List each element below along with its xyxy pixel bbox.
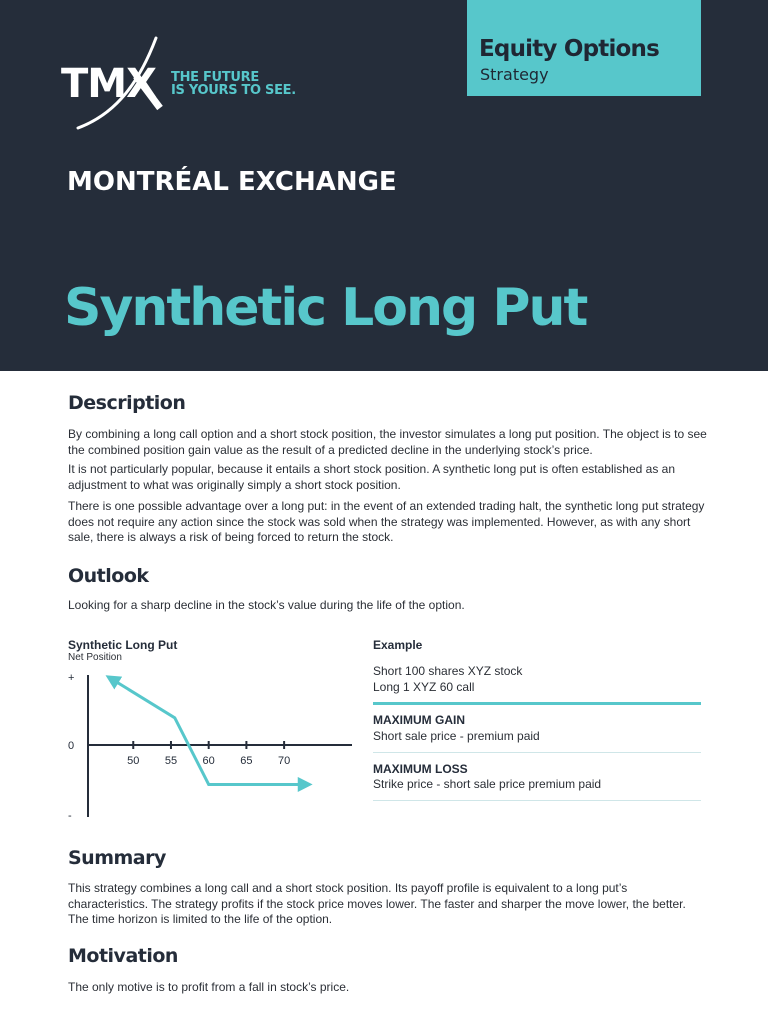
tmx-logo: TMX [61, 61, 156, 107]
x-tick-label: 50 [127, 755, 140, 767]
chart-title: Synthetic Long Put [68, 638, 178, 652]
max-loss-label: MAXIMUM LOSS [373, 762, 468, 776]
tagline-line-1: THE FUTURE [171, 70, 259, 85]
logo-tagline [171, 71, 296, 97]
max-gain-label: MAXIMUM GAIN [373, 713, 465, 727]
description-paragraph-3: There is one possible advantage over a long put: in the event of an extended trading halt, the synthetic long put strategy does not require any action since the stock was sold when the strategy was implemented. However, as with any short sale, there is always a risk of being forced to return the stock. [68, 499, 705, 544]
x-tick-label: 55 [164, 755, 178, 767]
motivation-paragraph: The only motive is to profit from a fall in stock’s price. [68, 980, 350, 994]
example-line-2: Long 1 XYZ 60 call [373, 680, 475, 694]
payoff-line [111, 678, 307, 784]
description-paragraph-1: By combining a long call option and a short stock position, the investor simulates a long put position. The object is to see the combined position gain value as the result of a predicted decline in the underlying stock’s price. [68, 427, 707, 457]
payoff-chart [60, 665, 360, 825]
outlook-paragraph: Looking for a sharp decline in the stock’s value during the life of the option. [68, 598, 465, 612]
motivation-heading: Motivation [68, 945, 178, 967]
example-label: Example [373, 638, 423, 652]
max-gain-value: Short sale price - premium paid [373, 729, 540, 743]
x-tick-label: 70 [277, 755, 291, 767]
exchange-name: MONTRÉAL EXCHANGE [67, 167, 397, 197]
chart-subtitle: Net Position [68, 652, 122, 663]
max-loss-divider [373, 800, 701, 801]
badge-title: Equity Options [479, 36, 659, 62]
outlook-heading: Outlook [68, 565, 149, 587]
page-title: Synthetic Long Put [64, 278, 587, 338]
header-banner [0, 0, 768, 371]
summary-heading: Summary [68, 847, 166, 869]
max-loss-value: Strike price - short sale price premium paid [373, 777, 602, 791]
x-tick-label: 65 [240, 755, 253, 767]
example-line-1: Short 100 shares XYZ stock [373, 664, 523, 678]
x-tick-label: 60 [202, 755, 215, 767]
y-tick-label: 0 [68, 740, 75, 752]
example-divider [373, 702, 701, 705]
summary-paragraph: This strategy combines a long call and a short stock position. Its payoff profile is equivalent to a long put’s characteristics. The strategy profits if the stock price moves lower. The faster and sharper the move lower, the better. The time horizon is limited to the life of the option. [68, 881, 686, 926]
category-badge [467, 0, 701, 96]
tagline-line-2: IS YOURS TO SEE. [171, 83, 296, 98]
description-heading: Description [68, 392, 186, 414]
description-paragraph-2: It is not particularly popular, because it entails a short stock position. A synthetic long put is often established as an adjustment to what was originally simply a short stock position. [68, 462, 676, 492]
y-tick-label: + [68, 672, 75, 684]
max-gain-divider [373, 752, 701, 753]
badge-subtitle: Strategy [480, 65, 549, 84]
y-tick-label: - [68, 810, 72, 822]
